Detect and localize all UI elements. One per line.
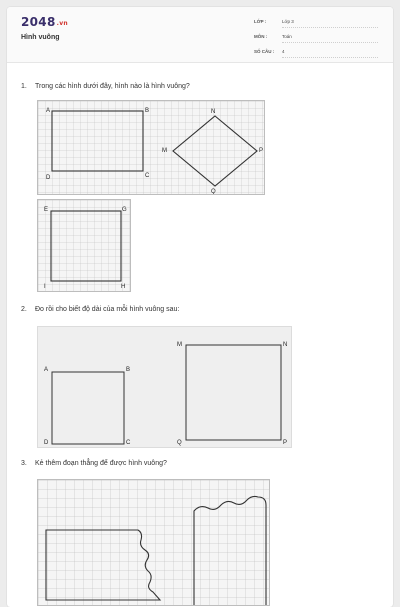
logo-suffix: .vn (56, 20, 68, 27)
worksheet-title: Hình vuông (21, 34, 60, 41)
q1-square-svg (38, 200, 130, 291)
grade-label: LỚP : (254, 19, 267, 24)
site-logo[interactable] (21, 15, 68, 29)
label-m: M (162, 148, 167, 154)
question-number: 1. (21, 83, 27, 90)
label-p: P (259, 148, 264, 154)
label-a: A (46, 108, 51, 114)
label-h: H (121, 284, 126, 290)
label-c: C (126, 440, 131, 446)
label-i: I (44, 284, 46, 290)
q2-figure-svg (38, 327, 291, 447)
q3-figure-svg (38, 480, 269, 605)
question-number: 2. (21, 306, 27, 313)
logo-text: 2048 (21, 15, 56, 29)
q3-figure-grid (37, 479, 270, 606)
label-n: N (211, 109, 216, 115)
label-q: Q (177, 440, 182, 446)
label-q: Q (211, 189, 216, 194)
question-1 (21, 83, 190, 90)
question-text: Trong các hình dưới đây, hình nào là hình vuông? (35, 83, 190, 90)
label-e: E (44, 207, 49, 213)
label-n: N (283, 342, 288, 348)
question-text: Đo rồi cho biết độ dài của mỗi hình vuông sau: (35, 306, 180, 313)
question-2 (21, 306, 179, 313)
question-count-label: SỐ CÂU : (254, 49, 275, 54)
question-3 (21, 460, 167, 467)
label-d: D (44, 440, 49, 446)
subject-label: MÔN : (254, 34, 268, 39)
label-m: M (177, 342, 182, 348)
grade-value: Lớp 3 (282, 19, 378, 28)
q2-figure (37, 326, 292, 448)
label-a: A (44, 367, 49, 373)
question-count-value: 4 (282, 49, 378, 58)
question-number: 3. (21, 460, 27, 467)
label-c: C (145, 173, 150, 179)
label-g: G (122, 207, 127, 213)
q1-figure-svg (38, 101, 264, 194)
label-b: B (126, 367, 131, 373)
label-d: D (46, 175, 51, 181)
label-p: P (283, 440, 288, 446)
q1-figure-grid (37, 100, 265, 195)
worksheet-header (7, 7, 393, 63)
question-text: Kẻ thêm đoạn thẳng để được hình vuông? (35, 460, 167, 467)
label-b: B (145, 108, 150, 114)
q1-figure-square (37, 199, 131, 292)
subject-value: Toán (282, 34, 378, 43)
worksheet (7, 7, 393, 607)
